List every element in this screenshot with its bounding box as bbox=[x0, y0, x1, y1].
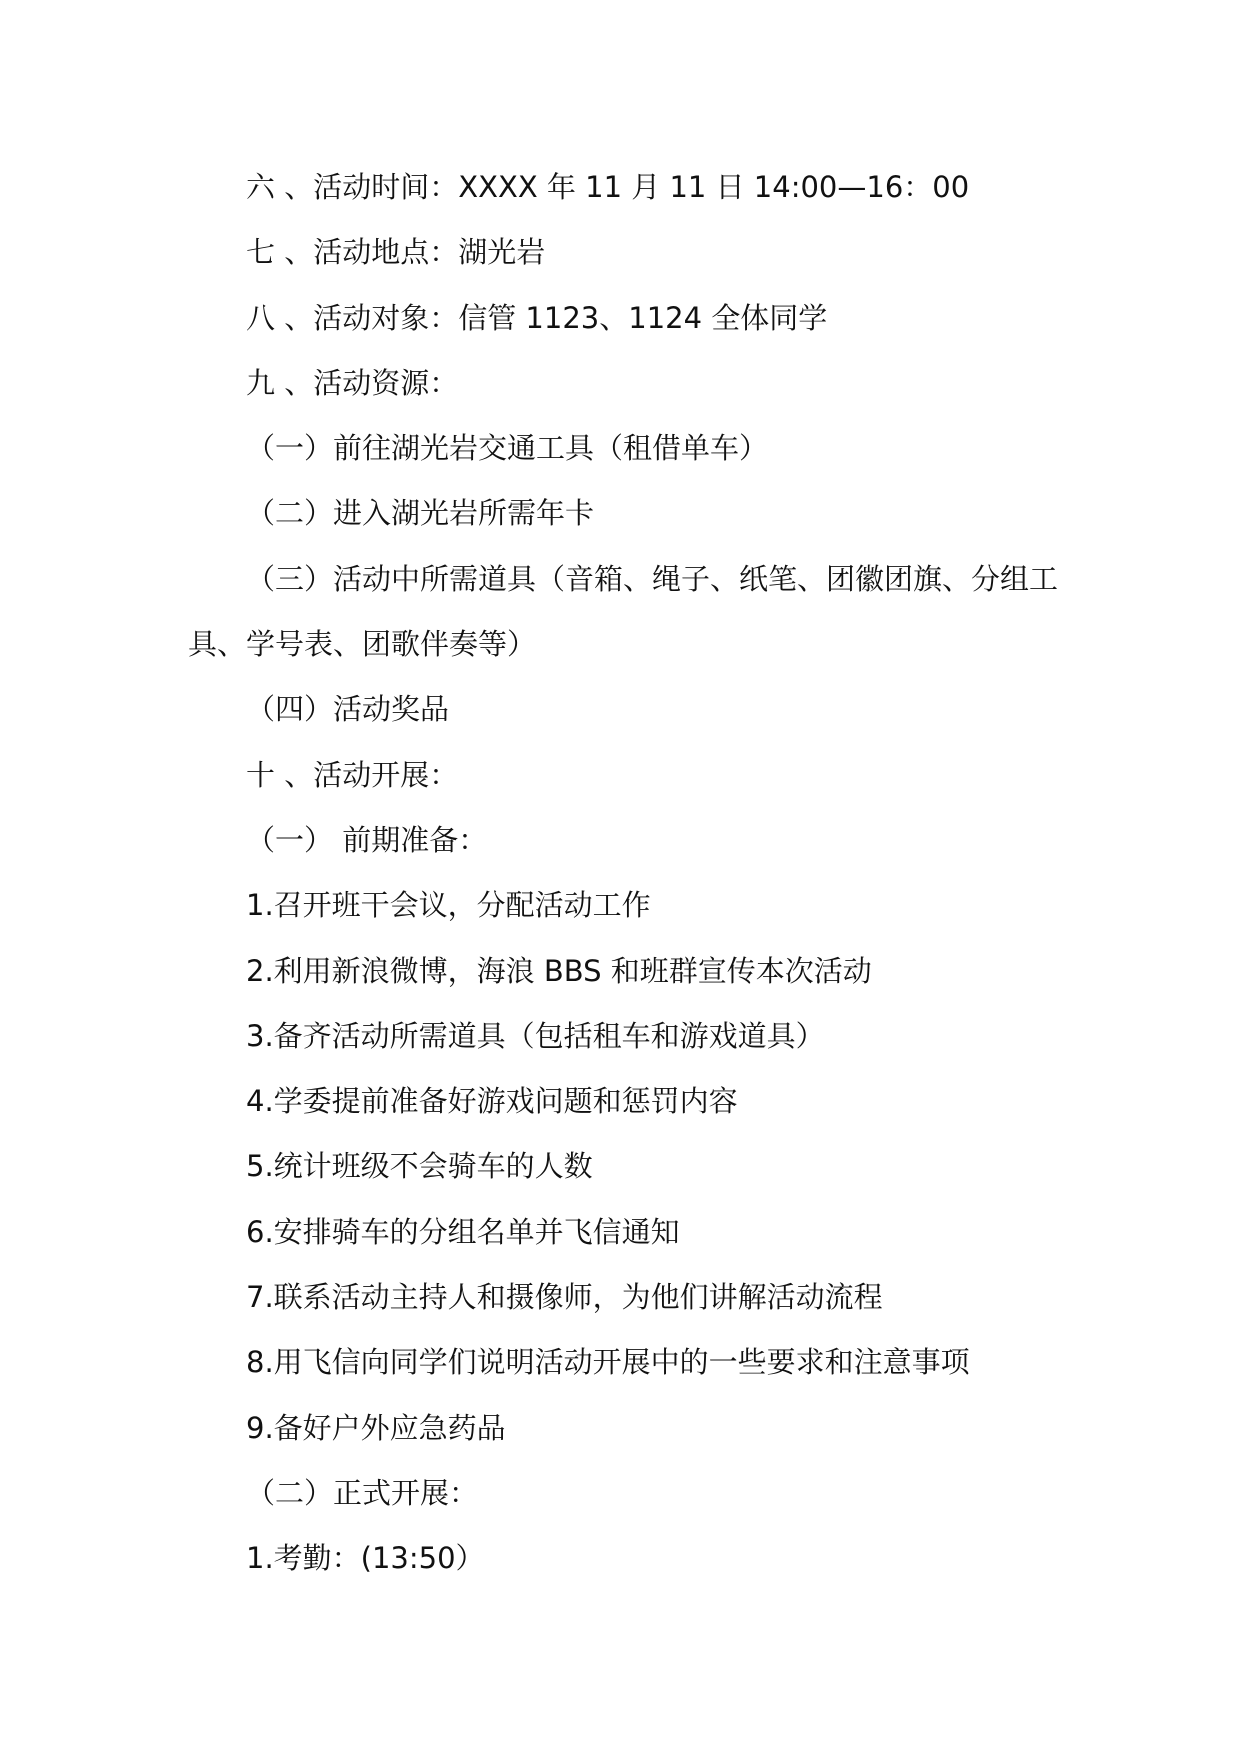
text-line-formal-start-heading: （二）正式开展： bbox=[246, 1475, 479, 1510]
text-line-resource-1: （一）前往湖光岩交通工具（租借单车） bbox=[246, 431, 769, 466]
text-line-activity-location: 七 、活动地点：湖光岩 bbox=[246, 235, 546, 270]
text-line-prep-item-3: 3.备齐活动所需道具（包括租车和游戏道具） bbox=[246, 1018, 825, 1053]
document-body bbox=[188, 155, 1068, 1592]
text-line-resource-4: （四）活动奖品 bbox=[246, 692, 450, 727]
text-line-resource-2: （二）进入湖光岩所需年卡 bbox=[246, 496, 595, 531]
text-line-activity-time: 六 、活动时间：XXXX 年 11 月 11 日 14:00—16：00 bbox=[246, 170, 970, 204]
text-line-prep-item-1: 1.召开班干会议，分配活动工作 bbox=[246, 888, 651, 923]
text-line-resources-heading: 九 、活动资源： bbox=[246, 365, 459, 400]
text-line-resource-3-continued: 具、学号表、团歌伴奏等） bbox=[188, 627, 537, 662]
text-line-formal-item-1: 1.考勤：(13:50） bbox=[246, 1541, 485, 1576]
text-line-preparation-heading: （一） 前期准备： bbox=[246, 822, 488, 857]
text-line-prep-item-4: 4.学委提前准备好游戏问题和惩罚内容 bbox=[246, 1084, 738, 1119]
text-line-activity-audience: 八 、活动对象：信管 1123、1124 全体同学 bbox=[246, 300, 828, 335]
text-line-prep-item-9: 9.备好户外应急药品 bbox=[246, 1410, 506, 1445]
text-line-activity-plan-heading: 十 、活动开展： bbox=[246, 757, 459, 792]
text-line-prep-item-5: 5.统计班级不会骑车的人数 bbox=[246, 1149, 593, 1184]
text-line-resource-3: （三）活动中所需道具（音箱、绳子、纸笔、团徽团旗、分组工 bbox=[246, 561, 1059, 596]
text-line-prep-item-8: 8.用飞信向同学们说明活动开展中的一些要求和注意事项 bbox=[246, 1345, 970, 1380]
text-line-prep-item-7: 7.联系活动主持人和摄像师，为他们讲解活动流程 bbox=[246, 1280, 883, 1315]
text-line-prep-item-2: 2.利用新浪微博，海浪 BBS 和班群宣传本次活动 bbox=[246, 953, 872, 988]
text-line-prep-item-6: 6.安排骑车的分组名单并飞信通知 bbox=[246, 1214, 680, 1249]
